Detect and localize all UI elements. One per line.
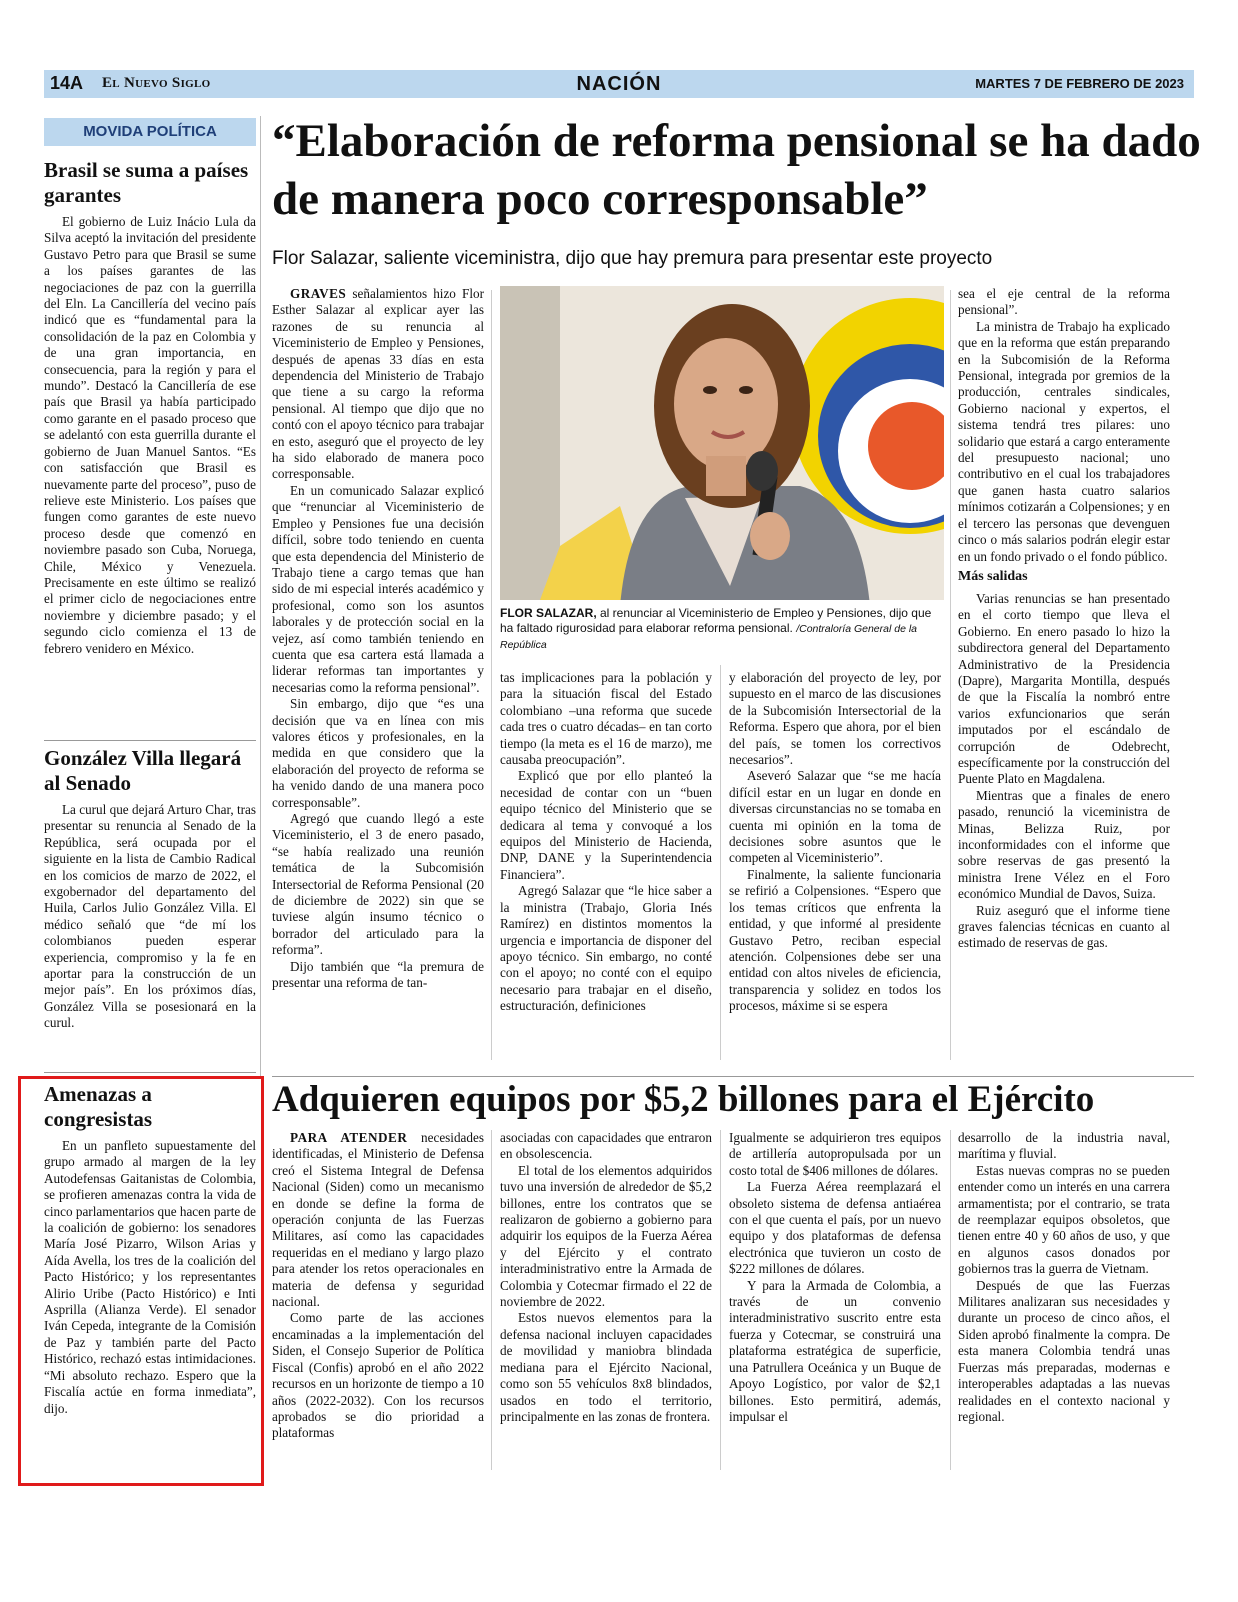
sidebar-item-body: La curul que dejará Arturo Char, tras presentar su renuncia al Senado de la República, será ocupada por el siguiente en la lista de Cambio Radical en los comicios de marzo de 2022, el exgobernador del departamento del Huila, Carlos Julio González Villa. El médico señaló que “de mí los colombianos pueden esperar experiencia, compromiso y la fe en aportar para la construcción de un mejor país”. En los próximos días, González Villa se posesionará en la curul. (44, 802, 256, 1031)
paragraph: señalamientos hizo Flor Esther Salazar al explicar ayer las razones de su renuncia al Viceministerio de Empleo y Pensiones, después de apenas 33 días en esta dependencia del Ministerio de Trabajo que tiene a su cargo la reforma pensional. Al tiempo que dijo que no contó con el apoyo técnico para trabajar en esto, aseguró que el proyecto de ley ha sido elaborado de manera poco corresponsable. (272, 286, 484, 482)
photo-caption (500, 606, 944, 653)
issue-date: MARTES 7 DE FEBRERO DE 2023 (975, 76, 1184, 91)
paragraph: El total de los elementos adquiridos tuvo una inversión de alrededor de $5,2 billones, entre los contratos que se realizaron de gobierno a gobierno para adquirir los equipos de la Fuerza Aérea y del Ejército y el contrato interadministrativo entre la Armada de Colombia y Cotecmar firmado el 22 de noviembre de 2022. (500, 1162, 712, 1310)
highlight-box (18, 1076, 264, 1486)
paragraph: Agregó que cuando llegó a este Viceministerio, el 3 de enero pasado, “se había realizado una reunión temática de la Subcomisión Intersectorial de Reforma Pensional (20 de diciembre de 2022) sin que se tuviese algún insumo técnico o borrador del articulado para la reforma”. (272, 811, 484, 958)
sidebar-item-title: Amenazas a congresistas (44, 1082, 153, 1131)
paragraph: Y para la Armada de Colombia, a través de un convenio interadministrativo suscrito entre esta fuerza y Cotecmar, se construirá una plataforma estratégica de superficie, una Patrullera Oceánica y un Buque de Apoyo Logístico, por valor de $2,1 billones. Esto permitirá, además, impulsar el (729, 1277, 941, 1424)
article-subtitle: Flor Salazar, saliente viceministra, dijo que hay premura para presentar este proyecto (272, 248, 993, 269)
caption-name: FLOR SALAZAR, (500, 606, 597, 620)
article-photo (500, 286, 944, 600)
paragraph: Finalmente, la saliente funcionaria se refirió a Colpensiones. “Espero que los temas críticos que enfrenta la entidad, y que informé al presidente Gustavo Petro, reciban especial atención. Colpensiones debe ser una entidad con altos niveles de eficiencia, transparencia y solidez en todos los procesos, máxime si se espera (729, 866, 941, 1014)
paragraph: Estos nuevos elementos para la defensa nacional incluyen capacidades de movilidad y maniobra blindada mediana para el Ejército Nacional, como son 55 vehículos 8x8 blindados, usados en todo el territorio, principalmente en las zonas de frontera. (500, 1310, 712, 1424)
paragraph: Como parte de las acciones encaminadas a la implementación del Siden, el Consejo Superior de Política Fiscal (Confis) aprobó en el año 2022 recursos en un horizonte de tiempo a 10 años (2022-2032). Con los recursos aprobados se dio prioridad a plataformas (272, 1310, 484, 1441)
photo-illustration (500, 286, 944, 600)
paragraph: La ministra de Trabajo ha explicado que en la reforma que están preparando en la Subcomisión de la Reforma Pensional, integrada por gremios de la producción, centrales sindicales, Gobierno nacional y expertos, el sistema tendrá tres pilares: uno solidario que estará a cargo enteramente del presupuesto nacional; uno contributivo en el cual los trabajadores que ganen hasta cuatro salarios mínimos cotizarán a Colpensiones; y en el tercero las personas que devenguen cinco o más salarios podrán elegir estar en un fondo privado o el fondo público. (958, 318, 1170, 564)
paragraph: sea el eje central de la reforma pensional”. (958, 286, 1170, 318)
paragraph: tas implicaciones para la población y para la situación fiscal del Estado colombiano –una reforma que sucede cada tres o cuatro décadas– en tan corto tiempo (la meta es el 16 de marzo), me causaba preocupación”. (500, 670, 712, 768)
paragraph: La Fuerza Aérea reemplazará el obsoleto sistema de defensa antiaérea con el que cuenta el país, por un nuevo equipo y dos plataformas de defensa electrónica que tuvieron un costo de $222 millones de dólares. (729, 1179, 941, 1277)
article2-column-1 (272, 1130, 484, 1442)
paragraph: Sin embargo, dijo que “es una decisión que va en línea con mis valores éticos y profesionales, en la medida en que considero que la elaboración del proyecto de reforma se ha venido dando de una manera poco corresponsable”. (272, 696, 484, 810)
paragraph: Varias renuncias se han presentado en el corto tiempo que lleva el Gobierno. En enero pasado lo hizo la subdirectora general del Departamento Administrativo de la Presidencia (Dapre), Margarita Montilla, después de que la Fiscalía la nombró entre varios exfuncionarios que serán imputados por el escándalo de corrupción de Odebrecht, específicamente por la construcción del Puente Plato en Magdalena. (958, 590, 1170, 787)
caption-text: al renunciar al Viceministerio de Empleo y Pensiones, dijo que ha faltado rigurosidad para elaborar reforma pensional. (500, 606, 932, 635)
sidebar-item-body: El gobierno de Luiz Inácio Lula da Silva aceptó la invitación del presidente Gustavo Petro para que Brasil se sume a los países garantes de las negociaciones de paz con la guerrilla del Eln. La Cancillería del vecino país indicó que es “fundamental para la consolidación de la paz en Colombia y de una gran importancia, en consecuencia, para la región y para el mundo”. Destacó la Cancillería de ese país que Brasil ya había participado como garante en el pasado proceso que se adelantó con esta guerrilla durante el gobierno de Juan Manuel Santos. “Es con satisfacción que Brasil es nuevamente parte del proceso”, puso de relieve este Ministerio. Los países que fungen como garantes de este nuevo proceso desde que comenzó en noviembre pasado son Cuba, Noruega, Chile, México y Venezuela. Precisamente en este último se realizó el primer ciclo de negociaciones entre noviembre y diciembre pasado; y el segundo ciclo comienza el 13 de febrero venidero en México. (44, 214, 256, 656)
sidebar-item-title: González Villa llegará al Senado (44, 746, 242, 795)
section-name: NACIÓN (576, 73, 662, 95)
article2-column-3 (729, 1130, 941, 1425)
paragraph: Ruiz aseguró que el informe tiene graves falencias técnicas en cuanto al estimado de reservas de gas. (958, 902, 1170, 951)
paragraph: y elaboración del proyecto de ley, por supuesto en el marco de las discusiones de la Subcomisión Intersectorial de la Reforma. Espero que ahora, por el bien del país, se tomen los correctivos necesarios”. (729, 670, 941, 768)
divider (44, 1072, 256, 1073)
photo-credit: /Contraloría General de la República (500, 623, 918, 651)
page-header (44, 70, 1194, 98)
sidebar-item-gonzalez (44, 746, 256, 1032)
paragraph: Mientras que a finales de enero pasado, renunció la viceministra de Minas, Belizza Ruiz, por inconformidades con el informe que sobre reservas de gas presentó la ministra Irene Vélez en el Foro económico Mundial de Davos, Suiza. (958, 787, 1170, 902)
sidebar-item-body: En un panfleto supuestamente del grupo armado al margen de la ley Autodefensas Gaitanistas de Colombia, se profieren amenazas contra la vida de cinco parlamentarios que hacen parte de la coalición de gobierno: los senadores María José Pizarro, Wilson Arias y Aída Avella, los tres de la coalición del Pacto Histórico; y los representantes Alirio Uribe (Pacto Histórico) e Inti Asprilla (Alianza Verde). El senador Iván Cepeda, integrante de la Comisión de Paz y también parte del Pacto Histórico, rechazó estas intimidaciones. “Mi absoluto rechazo. Espero que la Fiscalía actúe en forma inmediata”, dijo. (44, 1138, 256, 1416)
paragraph: Estas nuevas compras no se pueden entender como un interés en una carrera armamentista; por el contrario, se trata de reemplazar equipos obsoletos, que tienen entre 40 y 60 años de uso, y que en algunos casos donados por gobiernos tras la guerra de Vietnam. (958, 1162, 1170, 1277)
paper-name: El Nuevo Siglo (102, 75, 211, 91)
paragraph: Agregó Salazar que “le hice saber a la ministra (Trabajo, Gloria Inés Ramírez) en distintos momentos la urgencia e importancia de disponer del apoyo técnico. Sin embargo, no conté con el apoyo; no conté con el equipo necesario para trabajar en el diseño, estructuración, definiciones (500, 883, 712, 1014)
article-subheading: Más salidas (958, 568, 1028, 584)
paragraph: Dijo también que “la premura de presentar una reforma de tan- (272, 958, 484, 991)
article-column-2 (500, 670, 712, 1015)
sidebar-label: MOVIDA POLÍTICA (44, 118, 256, 146)
lead-word: PARA ATENDER (290, 1130, 408, 1145)
article-column-4 (958, 286, 1170, 952)
article-headline: “Elaboración de reforma pensional se ha dado de manera poco corresponsable” (272, 115, 1201, 225)
lead-word: GRAVES (290, 286, 347, 301)
paragraph: Igualmente se adquirieron tres equipos de artillería autopropulsada por un costo total de $406 millones de dólares. (729, 1130, 941, 1178)
article-column-1 (272, 286, 484, 991)
paragraph: necesidades identificadas, el Ministerio de Defensa creó el Sistema Integral de Defensa Nacional (Siden) como un mecanismo en donde se define la forma de operación conjunta de las Fuerzas Militares, así como las capacidades requeridas en el mediano y largo plazo para atender los retos operacionales en materia de defensa y seguridad nacional. (272, 1130, 484, 1310)
column-divider (260, 116, 261, 1076)
paragraph: Explicó que por ello planteó la necesidad de contar con un “buen equipo técnico del Ministerio que se dedicara al tema y convoqué a los equipos del Ministerio de Hacienda, DNP, DANE y la Superintendencia Financiera”. (500, 768, 712, 882)
paragraph: desarrollo de la industria naval, marítima y fluvial. (958, 1130, 1170, 1162)
sidebar-item-brasil (44, 158, 256, 657)
article2-column-4 (958, 1130, 1170, 1425)
article2-column-2 (500, 1130, 712, 1425)
paragraph: En un comunicado Salazar explicó que “renunciar al Viceministerio de Empleo y Pensiones fue una decisión difícil, sobre todo teniendo en cuenta que esta dependencia del Ministerio de Trabajo tiene a cargo temas que han sido de mi especial interés académico y profesional, como son los asuntos laborales y de protección social en la vejez, así como también teniendo en cuenta que esa cartera está llamada a liderar reformas tan importantes y necesarias como la reforma pensional”. (272, 482, 484, 695)
sidebar-item-title: Brasil se suma a países garantes (44, 158, 249, 207)
paragraph: Aseveró Salazar que “se me hacía difícil estar en un lugar en donde en diversas circunstancias no se tomaba en cuenta mi opinión en la toma de decisiones sobre asuntos que le competen al Viceministerio”. (729, 768, 941, 866)
divider (272, 1076, 1194, 1077)
page-number: 14A (50, 73, 84, 93)
paragraph: asociadas con capacidades que entraron en obsolescencia. (500, 1130, 712, 1162)
divider (44, 740, 256, 741)
article-column-3 (729, 670, 941, 1015)
article2-headline: Adquieren equipos por $5,2 billones para el Ejército (272, 1079, 1095, 1120)
paragraph: Después de que las Fuerzas Militares analizaran sus necesidades y durante un proceso de cinco años, el Siden aprobó finalmente la compra. De esta manera Colombia tendrá unas Fuerzas más preparadas, modernas e interoperables adaptadas a las nuevas realidades en el contexto nacional y regional. (958, 1277, 1170, 1424)
